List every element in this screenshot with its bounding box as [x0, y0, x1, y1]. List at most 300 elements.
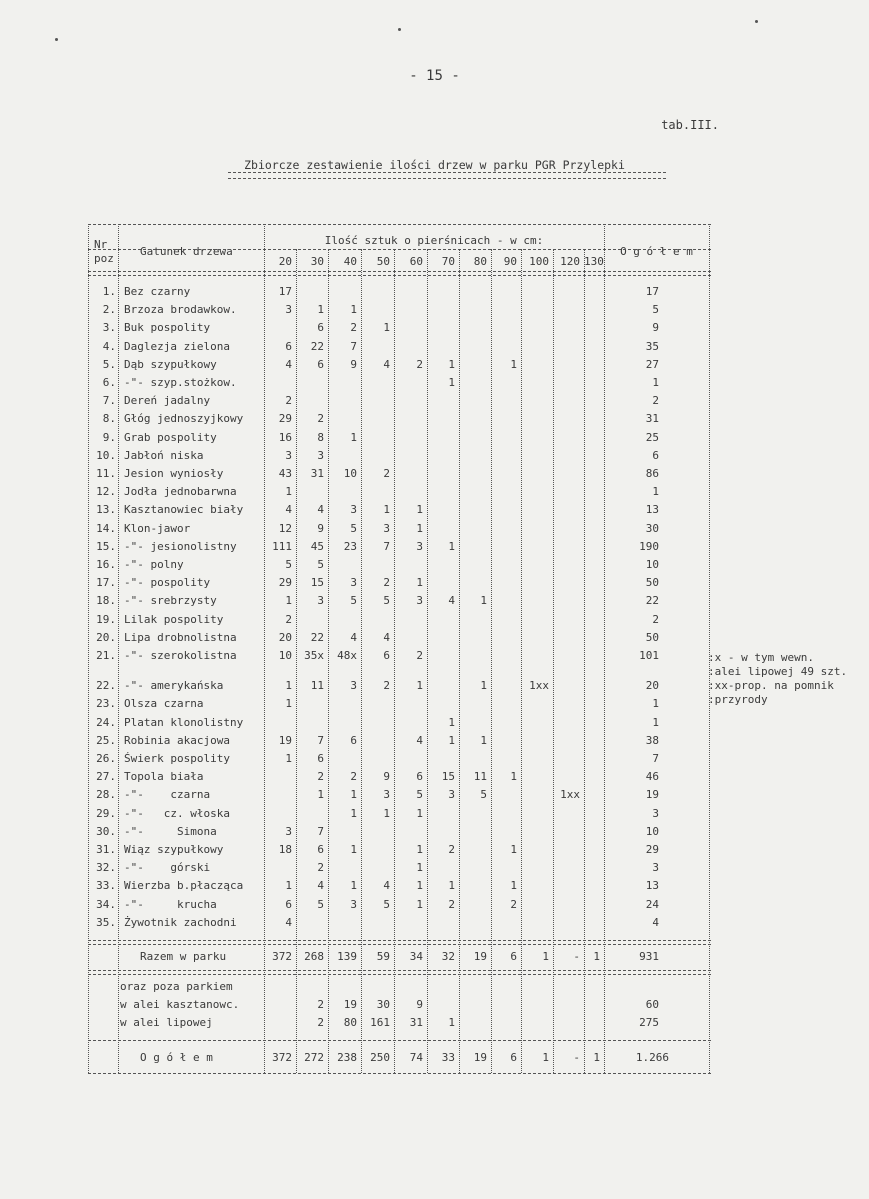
footnote-line: :alei lipowej 49 szt.	[708, 665, 848, 678]
row-count-20: 19	[278, 734, 292, 747]
row-species-name: Kasztanowiec biały	[124, 503, 244, 516]
column-separator	[328, 249, 329, 1073]
row-count-20: 4	[285, 503, 292, 516]
outside-count-60: 31	[409, 1016, 423, 1029]
row-count-20: 1	[285, 679, 292, 692]
row-total: 6	[652, 449, 659, 462]
row-number: 20.	[96, 631, 116, 644]
row-total: 35	[645, 340, 659, 353]
column-separator	[361, 249, 362, 1073]
grand-total-sum: 1.266	[635, 1051, 669, 1064]
header-poz: poz	[94, 252, 114, 265]
row-count-50: 6	[383, 649, 390, 662]
row-count-40: 6	[350, 734, 357, 747]
row-species-name: -"- polny	[124, 558, 184, 571]
row-species-name: Topola biała	[124, 770, 204, 783]
column-separator	[394, 249, 395, 1073]
header-diameter-90: 90	[503, 255, 517, 268]
row-count-90: 2	[510, 898, 517, 911]
row-number: 35.	[96, 916, 116, 929]
row-count-100: 1xx	[529, 679, 549, 692]
scan-speck	[398, 28, 401, 31]
row-number: 10.	[96, 449, 116, 462]
row-species-name: Żywotnik zachodni	[124, 916, 237, 929]
row-number: 34.	[96, 898, 116, 911]
row-count-20: 29	[278, 412, 292, 425]
grand-total-60: 74	[409, 1051, 423, 1064]
outside-row-total: 60	[645, 998, 659, 1011]
row-count-40: 1	[350, 879, 357, 892]
column-separator	[604, 224, 605, 1073]
row-count-40: 1	[350, 807, 357, 820]
row-count-20: 111	[272, 540, 292, 553]
row-count-50: 5	[383, 594, 390, 607]
park-total-60: 34	[409, 950, 423, 963]
row-count-70: 4	[448, 594, 455, 607]
row-species-name: -"- szerokolistna	[124, 649, 237, 662]
outside-count-40: 19	[343, 998, 357, 1011]
row-count-20: 1	[285, 594, 292, 607]
header-total: O g ó ł e m	[620, 245, 693, 258]
row-number: 27.	[96, 770, 116, 783]
row-number: 25.	[96, 734, 116, 747]
row-number: 4.	[102, 340, 116, 353]
outside-count-30: 2	[317, 1016, 324, 1029]
row-count-70: 1	[448, 358, 455, 371]
row-count-60: 1	[416, 898, 423, 911]
park-total-20: 372	[272, 950, 292, 963]
row-total: 19	[645, 788, 659, 801]
row-total: 17	[645, 285, 659, 298]
document-title: Zbiorcze zestawienie ilości drzew w parku PGR Przylepki	[244, 158, 625, 172]
row-species-name: Daglezja zielona	[124, 340, 230, 353]
row-total: 31	[645, 412, 659, 425]
column-separator	[88, 224, 89, 1073]
row-count-50: 1	[383, 321, 390, 334]
row-species-name: Brzoza brodawkow.	[124, 303, 237, 316]
table-rule	[88, 271, 711, 276]
row-species-name: Jabłoń niska	[124, 449, 204, 462]
row-count-80: 1	[480, 679, 487, 692]
row-total: 46	[645, 770, 659, 783]
row-number: 11.	[96, 467, 116, 480]
row-total: 3	[652, 861, 659, 874]
row-total: 30	[645, 522, 659, 535]
row-total: 13	[645, 503, 659, 516]
column-separator	[521, 249, 522, 1073]
header-diameter-80: 80	[473, 255, 487, 268]
row-count-50: 3	[383, 788, 390, 801]
row-species-name: -"- srebrzysty	[124, 594, 217, 607]
row-species-name: Lipa drobnolistna	[124, 631, 237, 644]
header-nr: Nr	[94, 238, 108, 251]
row-count-20: 29	[278, 576, 292, 589]
row-total: 190	[639, 540, 659, 553]
row-count-50: 4	[383, 631, 390, 644]
row-count-30: 9	[317, 522, 324, 535]
row-number: 18.	[96, 594, 116, 607]
row-number: 1.	[102, 285, 116, 298]
row-count-40: 1	[350, 843, 357, 856]
table-rule	[88, 1073, 711, 1074]
scan-speck	[755, 20, 758, 23]
row-count-30: 2	[317, 412, 324, 425]
row-count-50: 5	[383, 898, 390, 911]
row-total: 22	[645, 594, 659, 607]
row-count-20: 1	[285, 879, 292, 892]
header-diameter-30: 30	[310, 255, 324, 268]
row-total: 3	[652, 807, 659, 820]
park-total-70: 32	[441, 950, 455, 963]
row-count-50: 2	[383, 679, 390, 692]
park-total-90: 6	[510, 950, 517, 963]
row-count-90: 1	[510, 770, 517, 783]
outside-count-40: 80	[343, 1016, 357, 1029]
row-species-name: Świerk pospolity	[124, 752, 230, 765]
row-count-90: 1	[510, 879, 517, 892]
row-total: 1	[652, 376, 659, 389]
row-count-20: 3	[285, 449, 292, 462]
row-count-40: 3	[350, 576, 357, 589]
row-count-30: 8	[317, 431, 324, 444]
outside-row-total: 275	[639, 1016, 659, 1029]
header-diameter-60: 60	[409, 255, 423, 268]
park-total-130: 1	[593, 950, 600, 963]
row-count-30: 2	[317, 861, 324, 874]
row-count-30: 3	[317, 449, 324, 462]
row-count-80: 1	[480, 734, 487, 747]
row-count-20: 2	[285, 613, 292, 626]
row-count-40: 23	[343, 540, 357, 553]
grand-total-label: O g ó ł e m	[140, 1051, 213, 1064]
column-separator	[584, 249, 585, 1073]
row-count-70: 1	[448, 376, 455, 389]
row-species-name: Grab pospolity	[124, 431, 217, 444]
row-count-20: 17	[278, 285, 292, 298]
footnote-line: :x - w tym wewn.	[708, 651, 814, 664]
row-count-40: 3	[350, 679, 357, 692]
row-number: 31.	[96, 843, 116, 856]
row-number: 9.	[102, 431, 116, 444]
row-species-name: Klon-jawor	[124, 522, 191, 535]
outside-row-name: w alei kasztanowc.	[120, 998, 240, 1011]
row-count-40: 1	[350, 303, 357, 316]
row-count-60: 1	[416, 522, 423, 535]
row-total: 13	[645, 879, 659, 892]
row-total: 7	[652, 752, 659, 765]
row-species-name: Głóg jednoszyjkowy	[124, 412, 244, 425]
row-count-30: 6	[317, 321, 324, 334]
row-count-40: 4	[350, 631, 357, 644]
row-number: 19.	[96, 613, 116, 626]
row-count-60: 6	[416, 770, 423, 783]
row-species-name: Jodła jednobarwna	[124, 485, 237, 498]
title-underline	[228, 172, 666, 179]
outside-row-name: w alei lipowej	[120, 1016, 213, 1029]
row-species-name: Dąb szypułkowy	[124, 358, 217, 371]
row-count-20: 5	[285, 558, 292, 571]
row-count-70: 2	[448, 898, 455, 911]
row-total: 10	[645, 558, 659, 571]
row-count-20: 12	[278, 522, 292, 535]
grand-total-40: 238	[337, 1051, 357, 1064]
row-species-name: Platan klonolistny	[124, 716, 244, 729]
row-count-40: 48x	[337, 649, 357, 662]
park-total-40: 139	[337, 950, 357, 963]
row-number: 32.	[96, 861, 116, 874]
row-total: 2	[652, 394, 659, 407]
row-count-30: 5	[317, 898, 324, 911]
row-count-20: 20	[278, 631, 292, 644]
row-count-60: 1	[416, 679, 423, 692]
header-diameter-50: 50	[376, 255, 390, 268]
row-species-name: -"- szyp.stożkow.	[124, 376, 237, 389]
outside-count-30: 2	[317, 998, 324, 1011]
outside-park-label: oraz poza parkiem	[120, 980, 233, 993]
column-separator	[491, 249, 492, 1073]
row-count-50: 1	[383, 503, 390, 516]
row-number: 12.	[96, 485, 116, 498]
row-count-20: 16	[278, 431, 292, 444]
row-species-name: -"- pospolity	[124, 576, 211, 589]
park-total-50: 59	[376, 950, 390, 963]
row-count-60: 5	[416, 788, 423, 801]
row-species-name: Wierzba b.płacząca	[124, 879, 244, 892]
grand-total-130: 1	[593, 1051, 600, 1064]
row-number: 15.	[96, 540, 116, 553]
row-number: 24.	[96, 716, 116, 729]
column-separator	[118, 224, 119, 1073]
grand-total-70: 33	[441, 1051, 455, 1064]
row-count-30: 7	[317, 734, 324, 747]
row-count-40: 7	[350, 340, 357, 353]
park-total-80: 19	[473, 950, 487, 963]
column-separator	[264, 224, 265, 1073]
table-rule	[88, 224, 711, 225]
header-diameter-40: 40	[343, 255, 357, 268]
row-count-50: 4	[383, 879, 390, 892]
park-total-120: -	[573, 950, 580, 963]
row-count-40: 5	[350, 522, 357, 535]
row-number: 14.	[96, 522, 116, 535]
row-number: 16.	[96, 558, 116, 571]
row-number: 33.	[96, 879, 116, 892]
row-count-40: 1	[350, 431, 357, 444]
row-species-name: Robinia akacjowa	[124, 734, 230, 747]
row-count-20: 6	[285, 898, 292, 911]
row-species-name: -"- amerykańska	[124, 679, 224, 692]
row-count-30: 4	[317, 503, 324, 516]
park-total-100: 1	[542, 950, 549, 963]
header-diameter-120: 120	[560, 255, 580, 268]
row-number: 3.	[102, 321, 116, 334]
row-count-20: 4	[285, 358, 292, 371]
row-count-20: 1	[285, 697, 292, 710]
row-count-40: 3	[350, 898, 357, 911]
row-count-70: 1	[448, 540, 455, 553]
row-number: 2.	[102, 303, 116, 316]
header-diameter-span: Ilość sztuk o pierśnicach - w cm:	[324, 234, 544, 247]
row-count-20: 43	[278, 467, 292, 480]
row-count-60: 1	[416, 503, 423, 516]
row-total: 9	[652, 321, 659, 334]
row-count-50: 3	[383, 522, 390, 535]
park-total-sum: 931	[639, 950, 659, 963]
row-count-40: 1	[350, 788, 357, 801]
row-total: 50	[645, 576, 659, 589]
row-count-60: 1	[416, 861, 423, 874]
row-total: 50	[645, 631, 659, 644]
row-count-70: 1	[448, 734, 455, 747]
row-count-50: 9	[383, 770, 390, 783]
row-count-90: 1	[510, 843, 517, 856]
row-species-name: Wiąz szypułkowy	[124, 843, 224, 856]
row-number: 13.	[96, 503, 116, 516]
row-count-40: 2	[350, 321, 357, 334]
row-count-80: 1	[480, 594, 487, 607]
row-count-30: 31	[310, 467, 324, 480]
grand-total-80: 19	[473, 1051, 487, 1064]
outside-count-70: 1	[448, 1016, 455, 1029]
row-count-70: 1	[448, 716, 455, 729]
grand-total-90: 6	[510, 1051, 517, 1064]
footnote-line: :xx-prop. na pomnik	[708, 679, 834, 692]
row-total: 101	[639, 649, 659, 662]
table-rule	[88, 1040, 711, 1041]
row-count-60: 1	[416, 807, 423, 820]
header-diameter-100: 100	[529, 255, 549, 268]
row-number: 26.	[96, 752, 116, 765]
row-count-30: 22	[310, 340, 324, 353]
footnote-line: :przyrody	[708, 693, 768, 706]
row-count-60: 1	[416, 576, 423, 589]
row-count-30: 11	[310, 679, 324, 692]
row-count-50: 2	[383, 467, 390, 480]
scan-speck	[55, 38, 58, 41]
row-count-40: 10	[343, 467, 357, 480]
row-count-30: 22	[310, 631, 324, 644]
outside-count-50: 161	[370, 1016, 390, 1029]
row-count-120: 1xx	[560, 788, 580, 801]
row-total: 38	[645, 734, 659, 747]
row-count-60: 2	[416, 358, 423, 371]
row-species-name: -"- górski	[124, 861, 211, 874]
row-count-70: 1	[448, 879, 455, 892]
row-number: 23.	[96, 697, 116, 710]
header-diameter-20: 20	[278, 255, 292, 268]
row-number: 21.	[96, 649, 116, 662]
row-count-20: 3	[285, 303, 292, 316]
park-total-30: 268	[304, 950, 324, 963]
row-count-20: 4	[285, 916, 292, 929]
header-diameter-130: 130	[584, 255, 604, 268]
row-number: 17.	[96, 576, 116, 589]
row-count-30: 2	[317, 770, 324, 783]
row-number: 8.	[102, 412, 116, 425]
row-species-name: -"- krucha	[124, 898, 217, 911]
row-count-40: 2	[350, 770, 357, 783]
row-count-50: 4	[383, 358, 390, 371]
row-count-60: 3	[416, 540, 423, 553]
row-count-50: 2	[383, 576, 390, 589]
row-count-30: 6	[317, 843, 324, 856]
row-count-20: 3	[285, 825, 292, 838]
row-count-70: 2	[448, 843, 455, 856]
row-species-name: -"- jesionolistny	[124, 540, 237, 553]
row-count-60: 1	[416, 843, 423, 856]
row-species-name: -"- Simona	[124, 825, 217, 838]
grand-total-20: 372	[272, 1051, 292, 1064]
row-species-name: Jesion wyniosły	[124, 467, 224, 480]
row-total: 2	[652, 613, 659, 626]
column-separator	[427, 249, 428, 1073]
header-diameter-70: 70	[441, 255, 455, 268]
row-total: 1	[652, 716, 659, 729]
row-count-60: 2	[416, 649, 423, 662]
row-count-30: 7	[317, 825, 324, 838]
row-count-30: 4	[317, 879, 324, 892]
column-separator	[553, 249, 554, 1073]
outside-count-50: 30	[376, 998, 390, 1011]
row-total: 86	[645, 467, 659, 480]
row-species-name: Bez czarny	[124, 285, 191, 298]
row-count-50: 1	[383, 807, 390, 820]
row-count-20: 1	[285, 752, 292, 765]
row-species-name: Olsza czarna	[124, 697, 204, 710]
row-count-90: 1	[510, 358, 517, 371]
row-number: 30.	[96, 825, 116, 838]
row-count-70: 3	[448, 788, 455, 801]
table-rule	[88, 249, 711, 250]
row-total: 24	[645, 898, 659, 911]
row-total: 5	[652, 303, 659, 316]
row-count-30: 6	[317, 752, 324, 765]
page-number: - 15 -	[409, 68, 460, 84]
row-number: 28.	[96, 788, 116, 801]
row-number: 6.	[102, 376, 116, 389]
column-separator	[709, 224, 710, 1073]
row-count-80: 11	[473, 770, 487, 783]
row-count-40: 5	[350, 594, 357, 607]
row-count-70: 15	[441, 770, 455, 783]
row-count-20: 18	[278, 843, 292, 856]
header-species: Gatunek drzewa	[140, 245, 233, 258]
row-count-30: 45	[310, 540, 324, 553]
row-species-name: Lilak pospolity	[124, 613, 224, 626]
outside-count-60: 9	[416, 998, 423, 1011]
grand-total-30: 272	[304, 1051, 324, 1064]
row-number: 29.	[96, 807, 116, 820]
row-count-40: 9	[350, 358, 357, 371]
table-rule	[88, 940, 711, 945]
row-total: 4	[652, 916, 659, 929]
row-count-40: 3	[350, 503, 357, 516]
row-count-30: 6	[317, 358, 324, 371]
grand-total-120: -	[573, 1051, 580, 1064]
grand-total-100: 1	[542, 1051, 549, 1064]
row-count-30: 35x	[304, 649, 324, 662]
row-total: 1	[652, 697, 659, 710]
row-count-20: 10	[278, 649, 292, 662]
row-count-60: 3	[416, 594, 423, 607]
row-count-30: 15	[310, 576, 324, 589]
row-count-30: 1	[317, 788, 324, 801]
row-total: 1	[652, 485, 659, 498]
row-species-name: Buk pospolity	[124, 321, 211, 334]
row-number: 7.	[102, 394, 116, 407]
row-count-30: 1	[317, 303, 324, 316]
row-count-20: 2	[285, 394, 292, 407]
